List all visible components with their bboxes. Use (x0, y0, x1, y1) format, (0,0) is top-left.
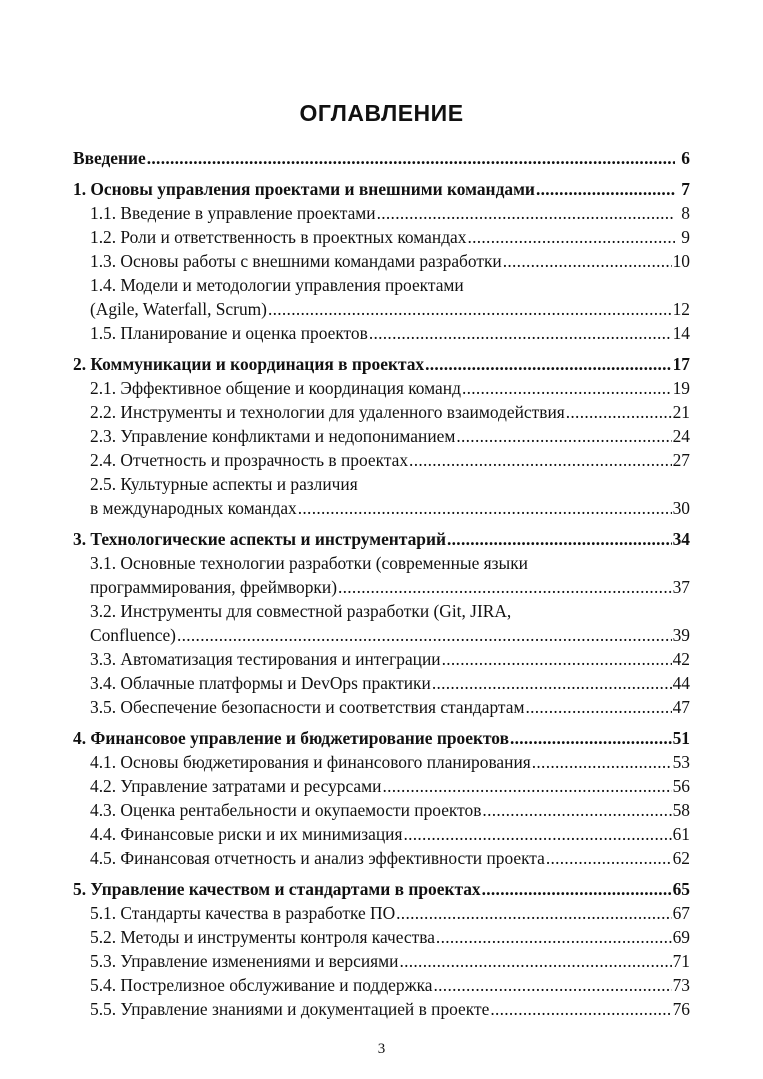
toc-subsection-label-line: 1.4. Модели и методологии управления проектами (90, 275, 464, 295)
toc-chapter-label: 3. Технологические аспекты и инструментарий (73, 529, 446, 549)
leader-dots (432, 671, 672, 695)
toc-subsection-label: 1.5. Планирование и оценка проектов (90, 323, 368, 343)
leader-dots (525, 695, 671, 719)
toc-page-number: 10 (672, 251, 690, 271)
toc-page-number: 30 (672, 498, 690, 518)
toc-subsection-label: 2.2. Инструменты и технологии для удаленного взаимодействия (90, 402, 565, 422)
leader-dots (566, 400, 672, 424)
leader-dots (490, 997, 671, 1021)
leader-dots (442, 647, 672, 671)
toc-subsection-label-line: 3.2. Инструменты для совместной разработки (Git, JIRA, (90, 601, 512, 621)
leader-dots (462, 376, 672, 400)
toc-page-number: 6 (681, 148, 690, 168)
toc-subsection-label: 5.5. Управление знаниями и документацией в проекте (90, 999, 490, 1019)
leader-dots (482, 798, 671, 822)
toc-subsection-entry[interactable] (73, 671, 690, 695)
leader-dots (546, 846, 672, 870)
toc-subsection-label: 2.1. Эффективное общение и координация команд (90, 378, 461, 398)
toc-subsection-entry[interactable] (73, 448, 690, 472)
toc-page-number: 39 (672, 625, 690, 645)
toc-subsection-entry[interactable] (73, 901, 690, 925)
toc-subsection-entry[interactable] (73, 647, 690, 671)
toc-chapter-label: 1. Основы управления проектами и внешними командами (73, 179, 535, 199)
toc-subsection-entry[interactable] (73, 925, 690, 949)
toc-subsection-entry[interactable] (73, 846, 690, 870)
toc-page-number: 9 (681, 227, 690, 247)
leader-dots (503, 249, 672, 273)
leader-dots (456, 424, 671, 448)
toc-subsection-label: 1.1. Введение в управление проектами (90, 203, 376, 223)
leader-dots (377, 201, 675, 225)
table-of-contents (73, 146, 690, 1021)
toc-page-number: 37 (672, 577, 690, 597)
toc-page-number: 42 (672, 649, 690, 669)
toc-subsection-entry[interactable] (73, 575, 690, 599)
toc-subsection-label-line: 2.5. Культурные аспекты и различия (90, 474, 358, 494)
leader-dots (425, 352, 671, 376)
toc-subsection-label: 1.3. Основы работы с внешними командами разработки (90, 251, 502, 271)
leader-dots (436, 925, 672, 949)
toc-subsection-entry[interactable] (73, 400, 690, 424)
toc-section (73, 726, 690, 870)
toc-page-number: 12 (672, 299, 690, 319)
toc-page-number: 76 (672, 999, 690, 1019)
toc-section (73, 877, 690, 1021)
toc-chapter-label: 2. Коммуникации и координация в проектах (73, 354, 425, 374)
toc-subsection-entry[interactable] (73, 496, 690, 520)
leader-dots (399, 949, 671, 973)
leader-dots (298, 496, 672, 520)
leader-dots (396, 901, 671, 925)
toc-subsection-entry[interactable] (73, 997, 690, 1021)
toc-chapter-entry[interactable] (73, 877, 690, 901)
toc-subsection-entry[interactable] (73, 695, 690, 719)
toc-page-number: 62 (672, 848, 690, 868)
toc-subsection-label: 4.1. Основы бюджетирования и финансового планирования (90, 752, 531, 772)
toc-subsection-label: 4.3. Оценка рентабельности и окупаемости проектов (90, 800, 482, 820)
leader-dots (467, 225, 675, 249)
toc-chapter-label: Введение (73, 148, 146, 168)
toc-subsection-entry[interactable] (73, 973, 690, 997)
toc-section (73, 177, 690, 345)
toc-page-number: 53 (672, 752, 690, 772)
toc-page-number: 65 (672, 879, 690, 899)
toc-page-number: 14 (672, 323, 690, 343)
leader-dots (409, 448, 672, 472)
toc-subsection-entry[interactable] (73, 623, 690, 647)
toc-subsection-label: программирования, фреймворки) (90, 577, 337, 597)
toc-subsection-label: 4.4. Финансовые риски и их минимизация (90, 824, 403, 844)
toc-subsection-entry[interactable] (73, 321, 690, 345)
toc-page-number: 56 (672, 776, 690, 796)
toc-page-number: 17 (672, 354, 690, 374)
toc-chapter-label: 4. Финансовое управление и бюджетирование проектов (73, 728, 509, 748)
toc-page-number: 69 (672, 927, 690, 947)
toc-subsection-label: 2.4. Отчетность и прозрачность в проектах (90, 450, 409, 470)
toc-subsection-label: (Agile, Waterfall, Scrum) (90, 299, 267, 319)
leader-dots (434, 973, 672, 997)
toc-page-number: 73 (672, 975, 690, 995)
toc-page-number: 71 (672, 951, 690, 971)
toc-subsection-label: 4.5. Финансовая отчетность и анализ эффективности проекта (90, 848, 545, 868)
toc-chapter-entry[interactable] (73, 527, 690, 551)
toc-page-number: 27 (672, 450, 690, 470)
toc-subsection-entry[interactable] (73, 774, 690, 798)
toc-subsection-entry[interactable] (73, 297, 690, 321)
leader-dots (532, 750, 672, 774)
toc-page-number: 67 (672, 903, 690, 923)
toc-subsection-entry[interactable] (73, 225, 690, 249)
toc-chapter-entry[interactable] (73, 726, 690, 750)
toc-subsection-label: 3.5. Обеспечение безопасности и соответствия стандартам (90, 697, 525, 717)
toc-subsection-entry[interactable] (73, 249, 690, 273)
toc-subsection-entry[interactable] (73, 822, 690, 846)
toc-page-number: 58 (672, 800, 690, 820)
toc-subsection-label: 5.1. Стандарты качества в разработке ПО (90, 903, 396, 923)
toc-subsection-entry[interactable] (73, 424, 690, 448)
toc-chapter-entry[interactable] (73, 177, 690, 201)
toc-subsection-entry[interactable] (73, 949, 690, 973)
leader-dots (338, 575, 672, 599)
toc-subsection-label: 3.3. Автоматизация тестирования и интеграции (90, 649, 441, 669)
toc-subsection-entry[interactable] (73, 201, 690, 225)
toc-page-number: 19 (672, 378, 690, 398)
toc-subsection-label-line: 3.1. Основные технологии разработки (современные языки (90, 553, 528, 573)
toc-title: ОГЛАВЛЕНИЕ (299, 100, 464, 126)
toc-chapter-entry[interactable] (73, 146, 690, 170)
toc-chapter-label: 5. Управление качеством и стандартами в проектах (73, 879, 481, 899)
toc-chapter-entry[interactable] (73, 352, 690, 376)
leader-dots (447, 527, 672, 551)
toc-page-number: 44 (672, 673, 690, 693)
toc-subsection-label: 5.3. Управление изменениями и версиями (90, 951, 399, 971)
leader-dots (369, 321, 672, 345)
toc-page-number: 47 (672, 697, 690, 717)
toc-subsection-label: 2.3. Управление конфликтами и недопониманием (90, 426, 456, 446)
page-number: 3 (377, 1041, 386, 1057)
leader-dots (510, 726, 672, 750)
toc-page-number: 21 (672, 402, 690, 422)
toc-subsection-entry[interactable] (73, 798, 690, 822)
toc-page-number: 61 (672, 824, 690, 844)
toc-subsection-label: 5.2. Методы и инструменты контроля качества (90, 927, 435, 947)
toc-subsection-label: 4.2. Управление затратами и ресурсами (90, 776, 382, 796)
toc-section (73, 146, 690, 170)
toc-page-number: 34 (672, 529, 690, 549)
toc-section (73, 527, 690, 719)
leader-dots (147, 146, 675, 170)
toc-subsection-label: 1.2. Роли и ответственность в проектных командах (90, 227, 467, 247)
leader-dots (403, 822, 671, 846)
leader-dots (536, 177, 675, 201)
toc-page-number: 8 (681, 203, 690, 223)
toc-subsection-label: Confluence) (90, 625, 176, 645)
leader-dots (177, 623, 672, 647)
leader-dots (482, 877, 672, 901)
leader-dots (382, 774, 671, 798)
toc-page-number: 51 (672, 728, 690, 748)
toc-section (73, 352, 690, 520)
toc-subsection-entry[interactable] (73, 750, 690, 774)
toc-page-number: 24 (672, 426, 690, 446)
toc-subsection-entry[interactable] (73, 376, 690, 400)
leader-dots (268, 297, 672, 321)
toc-subsection-label: в международных командах (90, 498, 297, 518)
toc-subsection-label: 5.4. Пострелизное обслуживание и поддержка (90, 975, 433, 995)
toc-subsection-label: 3.4. Облачные платформы и DevOps практики (90, 673, 431, 693)
toc-page-number: 7 (681, 179, 690, 199)
